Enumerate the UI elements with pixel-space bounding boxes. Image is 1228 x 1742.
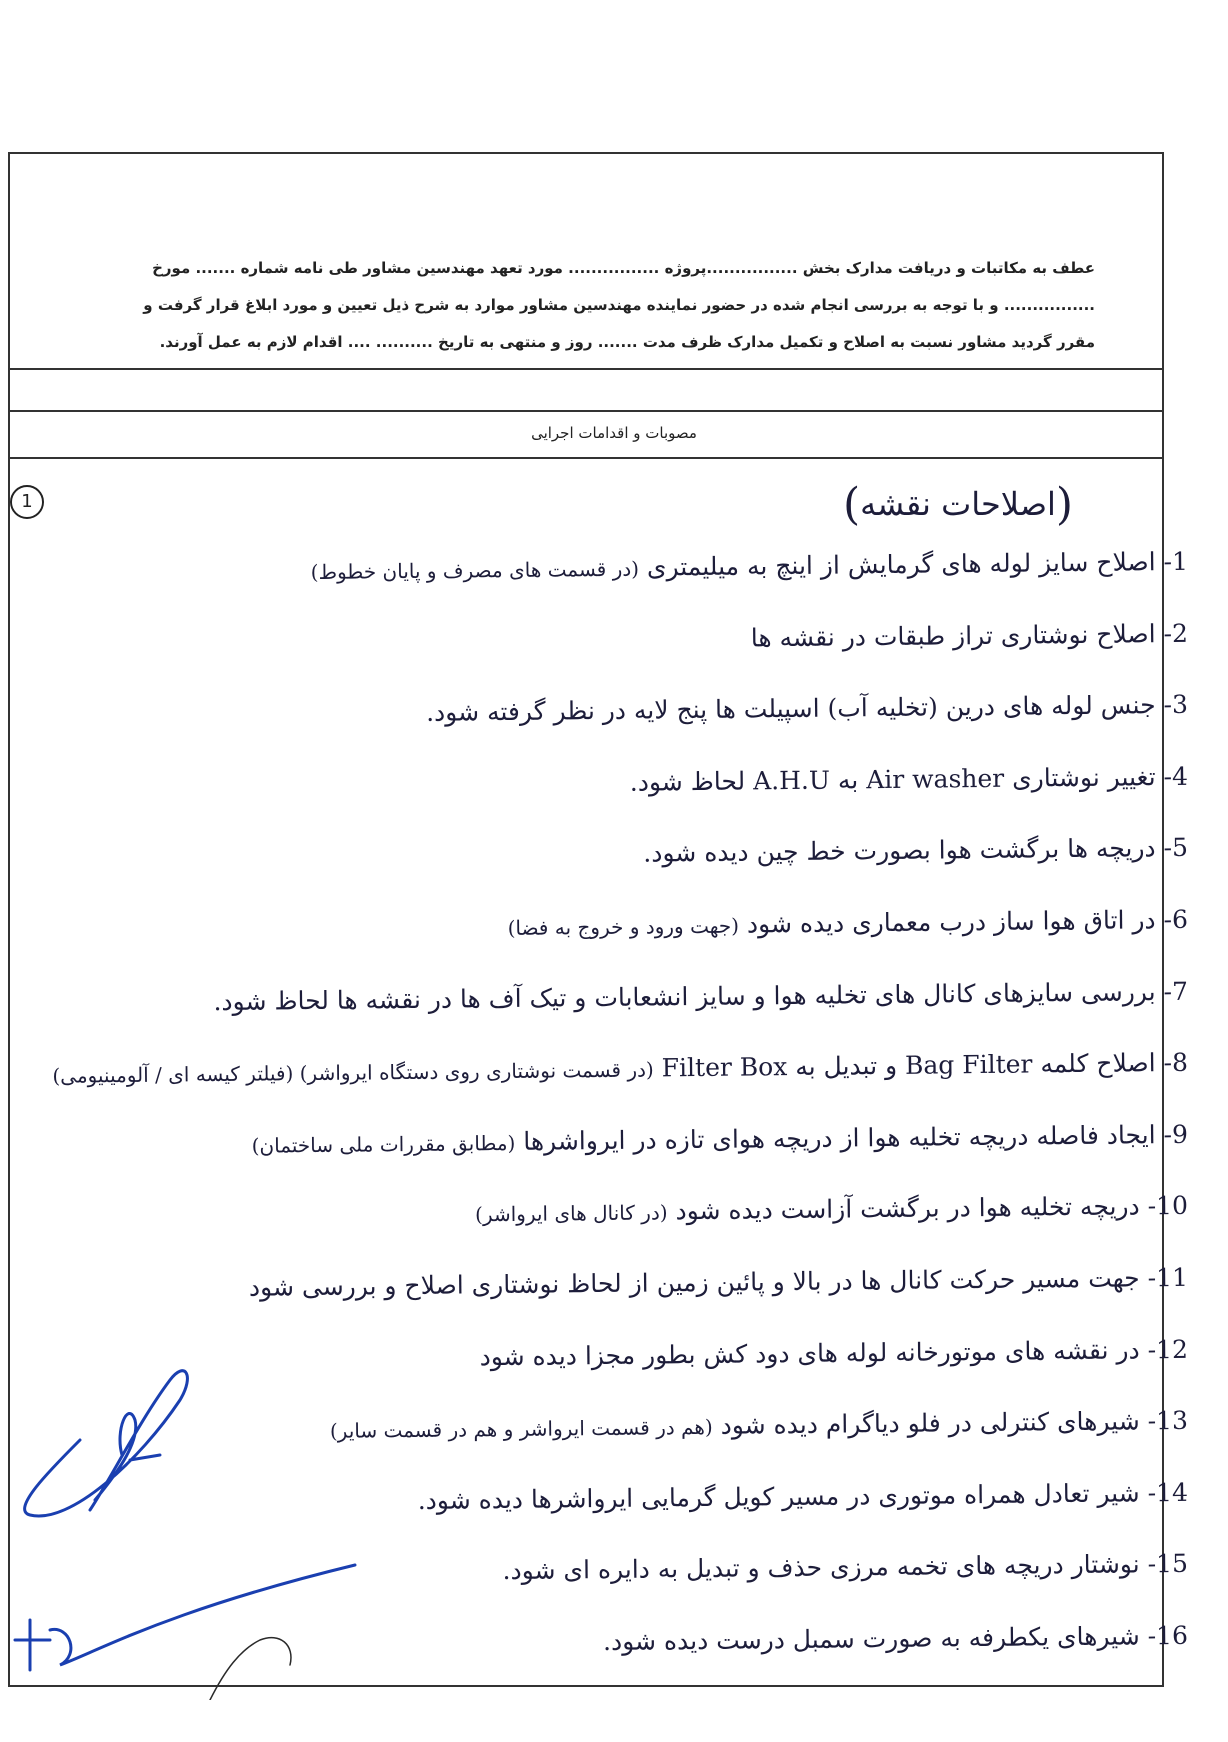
header-line-1: عطف به مکاتبات و دریافت مدارک بخش ................پروژه ................ مورد تعهد مهندسین مشاور طی نامه شماره ....... مورخ bbox=[152, 259, 1095, 277]
list-item bbox=[18, 605, 1189, 689]
item-text: 3- جنس لوله های درین (تخلیه آب) اسپیلت ها پنج لایه در نظر گرفته شود. bbox=[425, 690, 1189, 728]
header-line-3: مقرر گردید مشاور نسبت به اصلاح و تکمیل مدارک ظرف مدت ....... روز و منتهی به تاریخ .......... .... اقدام لازم به عمل آورند. bbox=[159, 333, 1095, 351]
list-item bbox=[18, 534, 1189, 618]
item-text: 13- شیرهای کنترلی در فلو دیاگرام دیده شود bbox=[720, 1406, 1189, 1440]
blue-signature-1 bbox=[10, 1360, 240, 1530]
list-item bbox=[18, 1250, 1189, 1334]
item-text: 4- تغییر نوشتاری Air washer به A.H.U لحاظ شود. bbox=[629, 761, 1189, 797]
item-text: 8- اصلاح کلمه Bag Filter و تبدیل به Filter Box bbox=[661, 1048, 1189, 1083]
item-text: 2- اصلاح نوشتاری تراز طبقات در نقشه ها bbox=[750, 618, 1189, 653]
list-item bbox=[18, 677, 1189, 761]
list-item bbox=[18, 892, 1189, 976]
section-title: مصوبات و اقدامات اجرایی bbox=[531, 424, 697, 442]
list-item bbox=[18, 1035, 1189, 1119]
paren-icon: ) bbox=[842, 478, 861, 530]
list-item bbox=[18, 1107, 1189, 1191]
item-text: 12- در نقشه های موتورخانه لوله های دود کش بطور مجزا دیده شود bbox=[479, 1334, 1189, 1371]
item-note: (هم در قسمت ایرواشر و هم در قسمت سایر) bbox=[329, 1414, 713, 1443]
item-note: (مطابق مقررات ملی ساختمان) bbox=[251, 1130, 516, 1158]
item-note: (جهت ورود و خروج به فضا) bbox=[507, 913, 740, 940]
list-item bbox=[18, 1178, 1189, 1262]
page-number-circle: 1 bbox=[10, 485, 44, 519]
item-text: 16- شیرهای یکطرفه به صورت سمبل درست دیده شود. bbox=[602, 1620, 1189, 1656]
item-text: 7- بررسی سایزهای کانال های تخلیه هوا و سایز انشعابات و تیک آف ها در نقشه ها لحاظ شود. bbox=[213, 976, 1189, 1016]
item-text: 11- جهت مسیر حرکت کانال ها در بالا و پائین زمین از لحاظ نوشتاری اصلاح و بررسی شود bbox=[248, 1262, 1189, 1302]
blue-signature-2 bbox=[10, 1560, 370, 1700]
paren-icon: ( bbox=[1055, 478, 1074, 530]
top-divider bbox=[8, 368, 1164, 370]
item-text: 15- نوشتار دریچه های تخمه مرزی حذف و تبدیل به دایره ای شود. bbox=[502, 1549, 1189, 1586]
list-divider bbox=[8, 457, 1164, 459]
handwritten-heading bbox=[798, 476, 1118, 532]
form-header bbox=[20, 250, 1095, 361]
heading-text: اصلاحات نقشه bbox=[860, 485, 1056, 523]
item-text: 1- اصلاح سایز لوله های گرمایش از اینچ به میلیمتری bbox=[646, 546, 1189, 582]
list-item bbox=[18, 820, 1189, 904]
item-note: (در قسمت های مصرف و پایان خطوط) bbox=[310, 556, 640, 585]
item-note: (در قسمت نوشتاری روی دستگاه ایرواشر) (فیلتر کیسه ای / آلومینیومی) bbox=[52, 1057, 654, 1088]
item-text: 9- ایجاد فاصله دریچه تخلیه هوا از دریچه هوای تازه در ایرواشرها bbox=[523, 1119, 1189, 1156]
list-item bbox=[18, 749, 1189, 833]
section-divider bbox=[8, 410, 1164, 412]
item-text: 5- دریچه ها برگشت هوا بصورت خط چین دیده شود. bbox=[643, 833, 1189, 868]
list-item bbox=[18, 963, 1189, 1047]
header-line-2: ................ و با توجه به بررسی انجام شده در حضور نماینده مهندسین مشاور موارد به شرح ذیل تعیین و مورد ابلاغ قرار گرفت و bbox=[143, 296, 1095, 314]
item-text: 6- در اتاق هوا ساز درب معماری دیده شود bbox=[746, 904, 1189, 939]
item-note: (در کانال های ایرواشر) bbox=[474, 1200, 668, 1227]
item-text: 14- شیر تعادل همراه موتوری در مسیر کویل گرمایی ایرواشرها دیده شود. bbox=[417, 1477, 1189, 1515]
item-text: 10- دریچه تخلیه هوا در برگشت آزاست دیده شود bbox=[675, 1191, 1189, 1226]
